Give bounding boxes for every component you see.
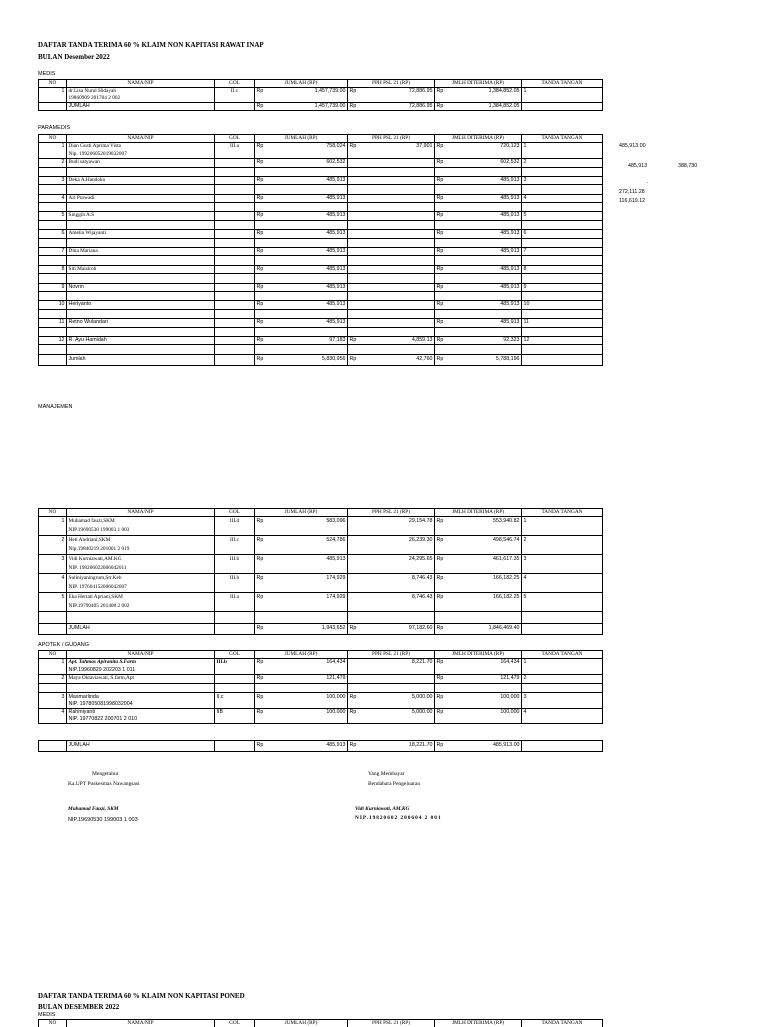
table-header: NO NAMA/NIP GOL JUMLAH (RP) PPH PSL 21 (RP) JMLH DITERIMA (RP) TANDA TANGAN: [39, 509, 603, 517]
document-title: DAFTAR TANDA TERIMA 60 % KLAIM NON KAPITASI RAWAT INAP: [38, 41, 264, 49]
section-label-medis: MEDIS: [38, 71, 55, 77]
table-row: 5 Eka Hertati Apriani,SKM III.a Rp 174,929 8,746.43 Rp 166,182.25 5: [39, 593, 603, 603]
document2-section: MEDIS: [38, 1012, 55, 1018]
sign-right-name: Vidi Kurniawati, AM.KG: [355, 806, 409, 812]
sign-left-name: Muhamad Fauzi, SKM: [68, 806, 119, 812]
table-row: 1 Dian Gusti Aprima Vista III.a Rp 758,024 Rp 37,901 Rp 720,123 1: [39, 143, 603, 151]
table-row: 10 Heriyanto Rp 485,913 Rp 485,913 10: [39, 301, 603, 310]
table-row: 1 Muhamad fauzi,SKM III.d Rp 583,096 29,154.78 Rp 553,940.82 1: [39, 517, 603, 527]
table-header: NO NAMA/NIP GOL JUMLAH (RP) PPH PSL 21 (RP) JMLH DITERIMA (RP) TANDA TANGAN: [39, 135, 603, 143]
table-doc2-header: [38, 1019, 603, 1027]
table-row: 7 Dina Mariana Rp 485,913 Rp 485,913 7: [39, 247, 603, 256]
side-note: 485,913.00: [619, 143, 646, 149]
section-label-paramedis: PARAMEDIS: [38, 125, 70, 131]
table-apotek: NO NAMA/NIP GOL JUMLAH (RP) PPH PSL 21 (RP) JMLH DITERIMA (RP) TANDA TANGAN 1 Apt. Tahmas Apiranita S.Farm III.b Rp 164,434 8,221.70 Rp 164,434 1 NIP.19960829 202203 1 011 2 Maya Oktaviawati, S.farm,Apt Rp 121,479 Rp 121,479 2 3 Masmarlinda II.c Rp 100,000 Rp 5,000.00 Rp 100,000 3 NIP. 197805081998032004 4 Rahmiyanti IIB Rp 100,000 Rp 5,000.00 Rp 100,000 4 NIP. 19770822 200701 2 010: [38, 650, 603, 724]
table-total: JUMLAH Rp 1,943,652 Rp 97,182.60 Rp 1,846,469.40: [39, 624, 603, 635]
table-row: 1 dr.Lisa Nurul Hidayah II.c Rp 1,457,739.00 Rp 72,886.95 Rp 1,384,852.05 1: [39, 88, 603, 96]
table-row: 8 Siti Maisiroh Rp 485,913 Rp 485,913 8: [39, 265, 603, 274]
table-row: 3 Deka A.Handoko Rp 485,913 Rp 485,913 3: [39, 176, 603, 185]
document2-subtitle: BULAN DESEMBER 2022: [38, 1003, 119, 1011]
document-subtitle: BULAN Desember 2022: [38, 53, 110, 61]
sign-right-position: Bendahara Pengeluaran: [368, 781, 420, 787]
table-header: NO NAMA/NIP GOL JUMLAH (RP) PPH PSL 21 (RP) JMLH DITERIMA (RP) TANDA TANGAN: [39, 651, 603, 659]
table-row: 4 Suliniyaningrum,Str.Keb III.b Rp 174,929 8,746.43 Rp 166,182.25 4: [39, 574, 603, 584]
sign-left-nip: NIP.19690530 199003 1 003: [68, 817, 138, 823]
sign-left-position: Ka.UPT Puskesmas Nawangsasi: [68, 781, 140, 787]
table-header: NO NAMA/NIP GOL JUMLAH (RP) PPH PSL 21 (RP) JMLH DITERIMA (RP) TANDA TANGAN: [39, 1020, 603, 1027]
table-row: 4 Ari Purwadi Rp 485,913 Rp 485,913 4: [39, 194, 603, 203]
table-row: 6 Amelia Wijayanti Rp 485,913 Rp 485,913 6: [39, 230, 603, 239]
table-total: Jumlah Rp 5,830,956 Rp 42,760 Rp 5,788,196: [39, 354, 603, 365]
table-row: 12 R. Ayu Hamidah Rp 97,183 Rp 4,859.13 Rp 92,323 12: [39, 336, 603, 345]
table-apotek-total: [38, 740, 603, 752]
table-total: JUMLAH Rp 485,913 Rp 18,221.70 Rp 485,913.00: [39, 741, 603, 752]
table-paramedis: NO NAMA/NIP GOL JUMLAH (RP) PPH PSL 21 (RP) JMLH DITERIMA (RP) TANDA TANGAN 1 Dian Gusti Aprima Vista III.a Rp 758,024 Rp 37,901 Rp 720,123 1 Nip. 199206052019032007 2 Budi satyawan Rp 602,532 Rp 602,532 2 3 Deka A.Handoko Rp 485,913 Rp 485,913 3 4 Ari Purwadi Rp 485,913 Rp 485,913 4 5 Singgih A.S Rp 485,913 Rp 485,913 5 6 Amelia Wijayanti Rp 485,913 Rp 485,913 6 7 Dina Mariana Rp 485,913 Rp 485,913 7 8 Siti Maisiroh Rp 485,913 Rp 485,913 8 9 Novrin Rp 485,913 Rp 485,913 9 10 Heriyanto Rp 485,913 Rp 485,913 10 11 Retno Wulandari Rp 485,913 Rp 485,913 11 12 R. Ayu Hamidah Rp 97,183 Rp 4,859.13 Rp 92,323 12 Jumlah Rp 5,830,956 Rp 42,760 Rp 5,788,196: [38, 134, 603, 366]
table-header: NO NAMA/NIP GOL JUMLAH (RP) PPH PSL 21 (RP) JMLH DITERIMA (RP) TANDA TANGAN: [39, 80, 603, 88]
table-row: 4 Rahmiyanti IIB Rp 100,000 Rp 5,000.00 Rp 100,000 4: [39, 709, 603, 717]
section-label-manajemen: MANAJEMEN: [38, 404, 73, 410]
document2-title: DAFTAR TANDA TERIMA 60 % KLAIM NON KAPITASI PONED: [38, 992, 245, 1000]
section-label-apotek: APOTEK / GUDANG: [38, 642, 89, 648]
table-row: 3 Vidi Kurniawati,AM.KG III.b Rp 485,913 24,295.65 Rp 461,617.35 3: [39, 555, 603, 565]
sign-right-title: Yang Membayar: [368, 771, 405, 777]
table-row: 2 Budi satyawan Rp 602,532 Rp 602,532 2: [39, 159, 603, 168]
table-row: 1 Apt. Tahmas Apiranita S.Farm III.b Rp 164,434 8,221.70 Rp 164,434 1: [39, 659, 603, 668]
table-manajemen: NO NAMA/NIP GOL JUMLAH (RP) PPH PSL 21 (RP) JMLH DITERIMA (RP) TANDA TANGAN 1 Muhamad fauzi,SKM III.d Rp 583,096 29,154.78 Rp 553,940.82 1 NIP.19690530 199003 1 003 2 Heti Andriani,SKM III.c Rp 524,786 26,239.30 Rp 498,546.74 2 Nip.19840219 201001 2 019 3 Vidi Kurniawati,AM.KG III.b Rp 485,913 24,295.65 Rp 461,617.35 3 NIP. 198206022006042011 4 Suliniyaningrum,Str.Keb III.b Rp 174,929 8,746.43 Rp 166,182.25 4 NIP. 197604152006042007 5 Eka Hertati Apriani,SKM III.a Rp 174,929 8,746.43 Rp 166,182.25 5 NIP.19790405 201408 2 002 JUMLAH Rp 1,943,652 Rp 97,182.60 Rp 1,846,469.40: [38, 508, 603, 635]
table-row: 3 Masmarlinda II.c Rp 100,000 Rp 5,000.00 Rp 100,000 3: [39, 693, 603, 702]
side-note: 388,730: [678, 163, 697, 169]
table-row: 2 Heti Andriani,SKM III.c Rp 524,786 26,239.30 Rp 498,546.74 2: [39, 536, 603, 546]
table-row: 9 Novrin Rp 485,913 Rp 485,913 9: [39, 283, 603, 292]
side-note: .: [647, 179, 648, 185]
sign-right-nip: NIP.19820602 200604 2 001: [355, 815, 442, 821]
table-medis: NO NAMA/NIP GOL JUMLAH (RP) PPH PSL 21 (RP) JMLH DITERIMA (RP) TANDA TANGAN 1 dr.Lisa Nurul Hidayah II.c Rp 1,457,739.00 Rp 72,886.95 Rp 1,384,852.05 1 19860909 201704 2 002 JUMLAH Rp 1,457,739.00 Rp 72,886.95 Rp 1,384,852.05: [38, 79, 603, 111]
sign-left-title: Mengetahui: [92, 771, 118, 777]
side-note: 485,913: [628, 163, 647, 169]
table-row: 11 Retno Wulandari Rp 485,913 Rp 485,913 11: [39, 319, 603, 328]
table-row: 2 Maya Oktaviawati, S.farm,Apt Rp 121,479 Rp 121,479 2: [39, 675, 603, 684]
table-total: JUMLAH Rp 1,457,739.00 Rp 72,886.95 Rp 1,384,852.05: [39, 103, 603, 111]
side-note: 116,619.12: [619, 198, 645, 204]
table-row: 5 Singgih A.S Rp 485,913 Rp 485,913 5: [39, 212, 603, 221]
side-note: 272,111.28: [619, 189, 645, 195]
